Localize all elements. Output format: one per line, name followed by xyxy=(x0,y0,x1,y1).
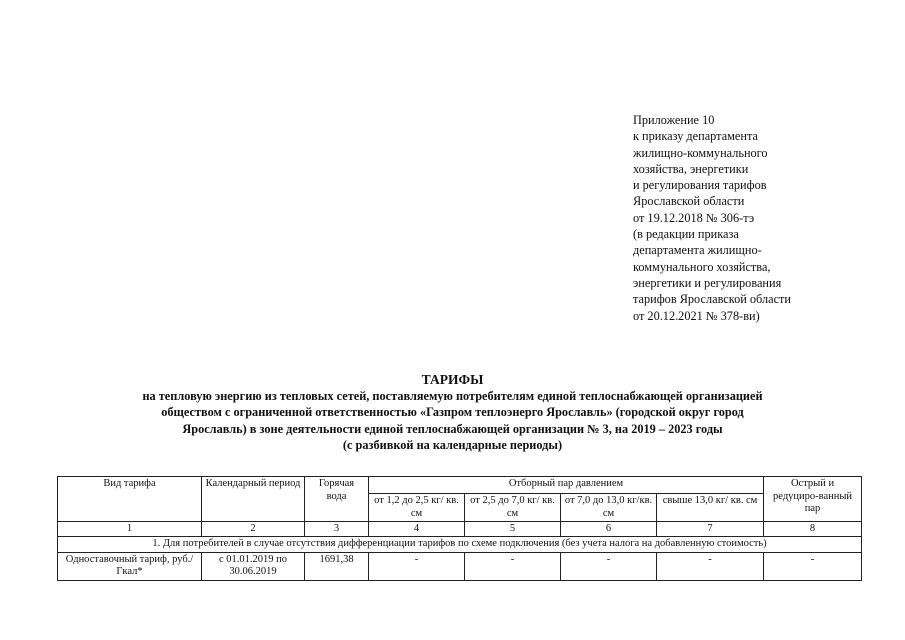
cell-sharp-steam: - xyxy=(764,552,862,580)
header-steam-col: свыше 13,0 кг/ кв. см xyxy=(657,494,764,522)
column-number: 4 xyxy=(369,522,465,537)
column-number: 3 xyxy=(305,522,369,537)
appendix-line: и регулирования тарифов xyxy=(633,178,767,193)
table-row xyxy=(58,552,862,580)
column-number: 8 xyxy=(764,522,862,537)
section-heading: 1. Для потребителей в случае отсутствия дифференциации тарифов по схеме подключения (без учета налога на добавленную стоимость) xyxy=(58,537,862,553)
header-hot-water: Горячая вода xyxy=(305,477,369,522)
header-steam-group: Отборный пар давлением xyxy=(369,477,764,494)
cell-tariff: Одноставочный тариф, руб./Гкал* xyxy=(58,552,202,580)
title-line: Ярославль) в зоне деятельности единой теплоснабжающей организации № 3, на 2019 – 2023 годы xyxy=(182,421,723,436)
column-number: 5 xyxy=(465,522,561,537)
cell-steam-2: - xyxy=(465,552,561,580)
appendix-line: к приказу департамента xyxy=(633,129,758,144)
column-number: 2 xyxy=(202,522,305,537)
column-number: 1 xyxy=(58,522,202,537)
cell-steam-1: - xyxy=(369,552,465,580)
appendix-line: коммунального хозяйства, xyxy=(633,259,771,274)
appendix-line: энергетики и регулирования xyxy=(633,275,782,290)
title-line: обществом с ограниченной ответственностью «Газпром теплоэнерго Ярославль» (городской округ город xyxy=(161,405,744,420)
header-steam-col: от 2,5 до 7,0 кг/ кв. см xyxy=(465,494,561,522)
appendix-line: хозяйства, энергетики xyxy=(633,161,749,176)
column-number: 7 xyxy=(657,522,764,537)
column-numbers-row xyxy=(58,522,862,537)
header-steam-col: от 1,2 до 2,5 кг/ кв. см xyxy=(369,494,465,522)
header-period: Календарный период xyxy=(202,477,305,522)
title-line: (с разбивкой на календарные периоды) xyxy=(342,437,563,452)
column-number: 6 xyxy=(561,522,657,537)
appendix-block xyxy=(633,112,883,324)
title-line: на тепловую энергию из тепловых сетей, поставляемую потребителям единой теплоснабжающей организацией xyxy=(142,389,763,403)
appendix-line: от 19.12.2018 № 306-тэ xyxy=(633,210,755,225)
cell-steam-3: - xyxy=(561,552,657,580)
appendix-line: Приложение 10 xyxy=(633,113,715,127)
section-row xyxy=(58,537,862,553)
cell-steam-4: - xyxy=(657,552,764,580)
cell-period: с 01.01.2019 по 30.06.2019 xyxy=(202,552,305,580)
appendix-line: Ярославской области xyxy=(633,194,745,209)
cell-hot-water: 1691,38 xyxy=(305,552,369,580)
appendix-line: департамента жилищно- xyxy=(633,243,762,258)
header-tariff-type: Вид тарифа xyxy=(58,477,202,522)
appendix-line: тарифов Ярославской области xyxy=(633,292,792,307)
title-heading: ТАРИФЫ xyxy=(421,372,484,387)
appendix-line: от 20.12.2021 № 378-ви) xyxy=(633,308,760,323)
document-title xyxy=(40,371,865,453)
tariff-table xyxy=(57,476,862,581)
header-sharp-steam: Острый и редуциро-ванный пар xyxy=(764,477,862,522)
appendix-line: жилищно-коммунального xyxy=(633,145,768,160)
header-steam-col: от 7,0 до 13,0 кг/кв. см xyxy=(561,494,657,522)
appendix-line: (в редакции приказа xyxy=(633,227,739,242)
